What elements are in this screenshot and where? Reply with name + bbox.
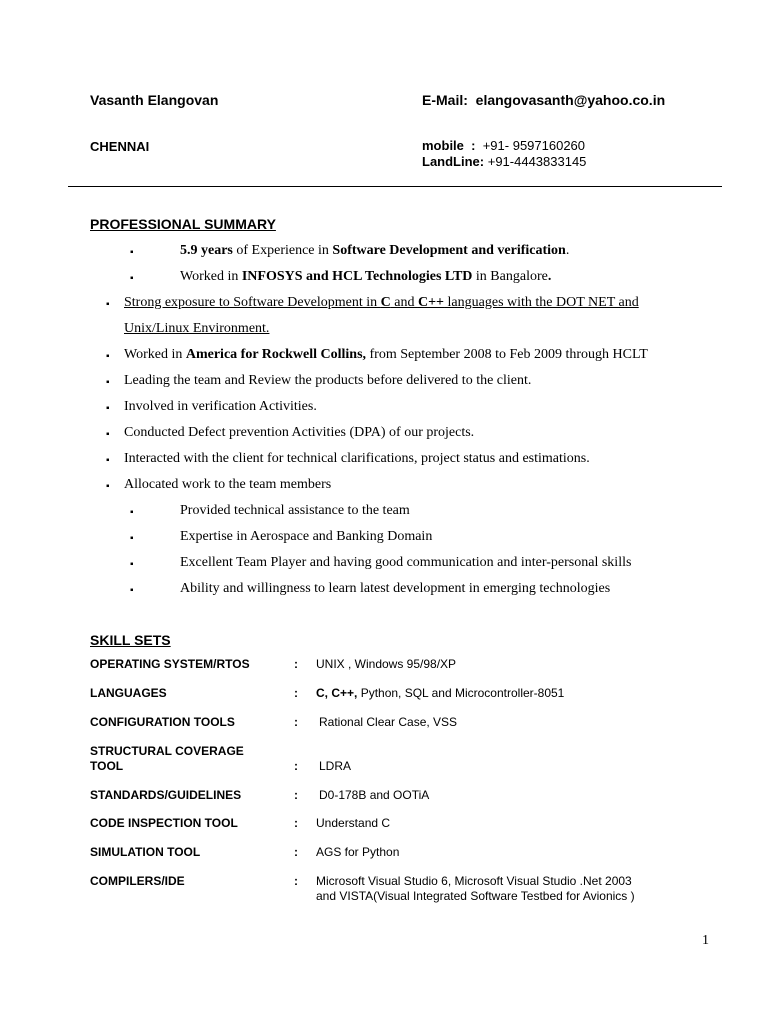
candidate-name: Vasanth Elangovan — [90, 92, 219, 108]
bullet-icon: ▪ — [130, 247, 134, 258]
bullet-icon: ▪ — [130, 273, 134, 284]
mobile-label: mobile — [422, 138, 464, 153]
skills-title: SKILL SETS — [90, 632, 171, 648]
landline-label: LandLine: — [422, 154, 485, 169]
bullet-icon: ▪ — [106, 403, 110, 414]
bullet-icon: ▪ — [106, 455, 110, 466]
page-number: 1 — [702, 933, 709, 948]
bullet-icon: ▪ — [106, 429, 110, 440]
mobile-value: +91- 9597160260 — [482, 138, 586, 153]
bullet-icon: ▪ — [130, 559, 134, 570]
header-divider — [68, 186, 722, 187]
mobile-sep: : — [471, 138, 476, 153]
email-line — [422, 92, 665, 108]
bullet-icon: ▪ — [106, 351, 110, 362]
email-value[interactable]: elangovasanth@yahoo.co.in — [475, 92, 666, 108]
bullet-icon: ▪ — [130, 585, 134, 596]
bullet-icon: ▪ — [106, 481, 110, 492]
city: CHENNAI — [90, 139, 150, 154]
email-label: E-Mail: — [422, 92, 468, 108]
contact-phones — [422, 138, 586, 170]
bullet-icon: ▪ — [106, 377, 110, 388]
bullet-icon: ▪ — [130, 533, 134, 544]
bullet-icon: ▪ — [130, 507, 134, 518]
summary-title: PROFESSIONAL SUMMARY — [90, 216, 276, 232]
bullet-icon: ▪ — [106, 299, 110, 310]
landline-value: +91-4443833145 — [487, 154, 587, 169]
